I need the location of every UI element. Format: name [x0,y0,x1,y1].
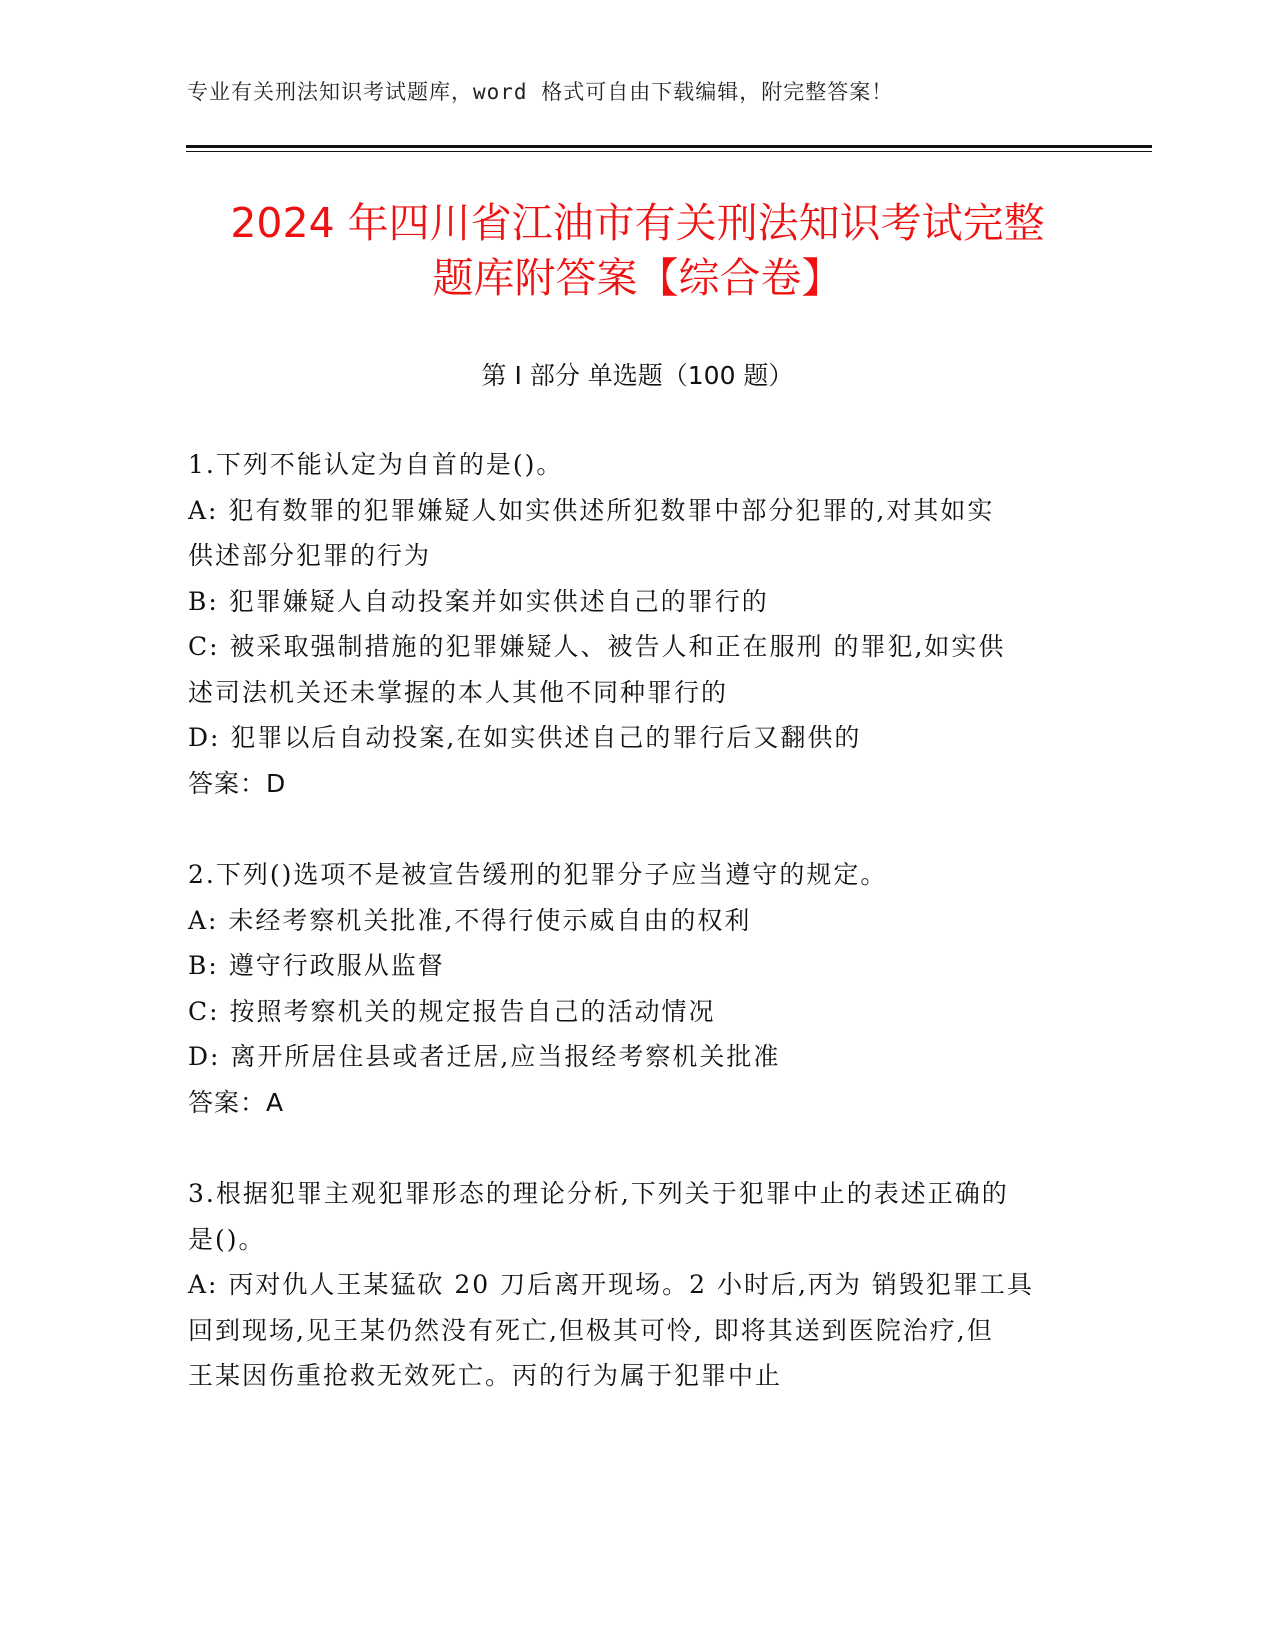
title-line-1: 2024 年四川省江油市有关刑法知识考试完整 [230,199,1045,247]
question-3 [188,1171,1088,1399]
question-2 [188,852,1088,1125]
answer-line: 答案：A [188,1087,285,1117]
question-stem-line: 1.下列不能认定为自首的是()。 [188,450,564,479]
document-title [150,196,1125,306]
option-line: 王某因伤重抢救无效死亡。丙的行为属于犯罪中止 [188,1361,783,1390]
option-line: D: 离开所居住县或者迁居,应当报经考察机关批准 [188,1042,781,1071]
option-line: 供述部分犯罪的行为 [188,541,432,570]
option-line: C: 按照考察机关的规定报告自己的活动情况 [188,996,716,1026]
answer-line: 答案：D [188,768,287,798]
option-line: 述司法机关还未掌握的本人其他不同种罪行的 [188,677,729,707]
question-stem-line: 是()。 [188,1224,266,1254]
option-line: A: 未经考察机关批准,不得行使示威自由的权利 [188,905,752,935]
question-1 [188,442,1088,806]
option-line: A: 丙对仇人王某猛砍 20 刀后离开现场。2 小时后,丙为 销毁犯罪工具 [188,1270,1034,1299]
question-stem-line: 2.下列()选项不是被宣告缓刑的犯罪分子应当遵守的规定。 [188,860,888,889]
question-list [188,442,1088,1445]
title-line-2: 题库附答案【综合卷】 [432,254,843,302]
header-rule-thick [186,145,1152,148]
option-line: B: 遵守行政服从监督 [188,951,445,980]
option-line: D: 犯罪以后自动投案,在如实供述自己的罪行后又翻供的 [188,723,862,752]
section-title: 第 I 部分 单选题（100 题） [481,361,794,390]
question-stem-line: 3.根据犯罪主观犯罪形态的理论分析,下列关于犯罪中止的表述正确的 [188,1179,1009,1208]
header-rule-thin [186,151,1152,152]
option-line: 回到现场,见王某仍然没有死亡,但极其可怜, 即将其送到医院治疗,但 [188,1315,994,1345]
header-note: 专业有关刑法知识考试题库，word 格式可自由下载编辑，附完整答案！ [187,80,894,104]
option-line: C: 被采取强制措施的犯罪嫌疑人、被告人和正在服刑 的罪犯,如实供 [188,632,1006,661]
option-line: B: 犯罪嫌疑人自动投案并如实供述自己的罪行的 [188,586,769,616]
option-line: A: 犯有数罪的犯罪嫌疑人如实供述所犯数罪中部分犯罪的,对其如实 [188,495,995,525]
